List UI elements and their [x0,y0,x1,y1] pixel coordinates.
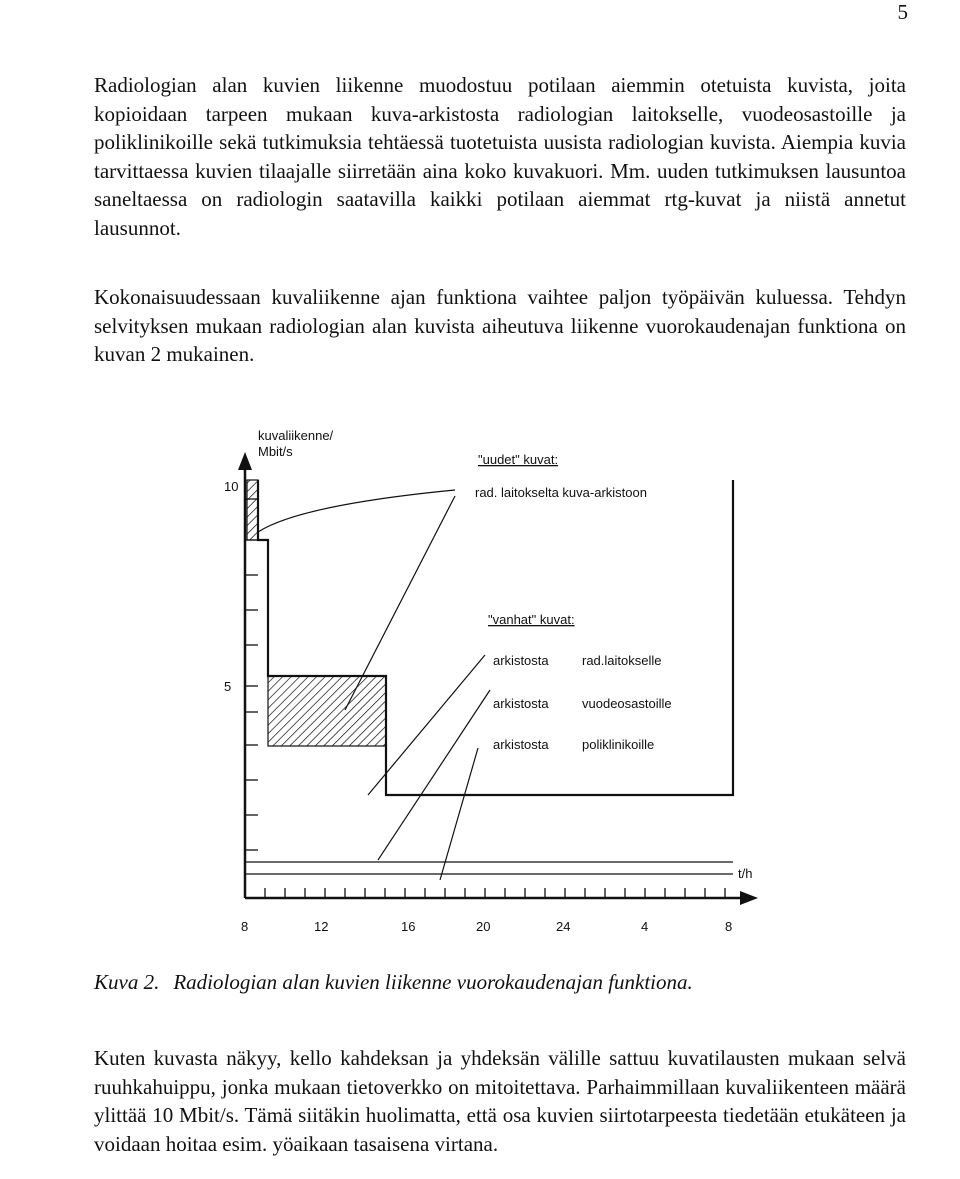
y-tick-label: 10 [224,479,239,494]
y-axis-label-line1: kuvaliikenne/ [258,428,334,443]
legend-old-to: vuodeosastoille [582,696,672,711]
traffic-step-line [258,480,733,795]
legend-old-from: arkistosta [493,696,549,711]
x-axis-label: t/h [738,866,753,881]
y-axis-arrow-icon [238,452,252,470]
y-axis-label-line2: Mbit/s [258,444,293,459]
paragraph-3: Kuten kuvasta näkyy, kello kahdeksan ja yhdeksän välille sattuu kuvatilausten mukaan selvä ruuhkahuippu, jonka mukaan tietoverkko on mitoitettava. Parhaimmillaan kuvaliikenteen määrä ylittää 10 Mbit/s. Tämä siitäkin huolimatta, että osa kuvien siirtotarpeesta tiedetään etukäteen ja voidaan hoitaa esim. yöaikaan tasaisena virtana. [94,1046,906,1156]
legend-old-title: "vanhat" kuvat: [488,612,575,627]
new-images-hatched-area [247,480,258,540]
x-axis-arrow-icon [740,891,758,905]
x-minor-ticks [265,888,725,898]
page-number: 5 [897,0,908,24]
paragraph-1: Radiologian alan kuvien liikenne muodostuu potilaan aiemmin otetuista kuvista, joita kopioidaan tarpeen mukaan kuva-arkistosta radiologian laitokselle, vuodeosastoille ja poliklinikoille sekä tutkimuksia tehtäessä tuotetuista uusista radiologian kuvista. Aiempia kuvia tarvittaessa kuvien tilaajalle siirretään aina koko kuvakuori. Mm. uuden tutkimuksen lausuntoa saneltaessa on radiologin saatavilla kaikki potilaan aiemmat rtg-kuvat ja niistä annetut lausunnot. [94,73,906,240]
x-tick-label: 16 [401,919,416,934]
old-images-hatched-area [268,676,386,746]
legend-old-to: rad.laitokselle [582,653,662,668]
legend-old-from: arkistosta [493,653,549,668]
caption-label: Kuva 2. [94,970,160,994]
x-tick-label: 8 [725,919,733,934]
x-tick-label: 8 [241,919,249,934]
x-tick-label: 4 [641,919,649,934]
legend-new-item: rad. laitokselta kuva-arkistoon [475,485,647,500]
y-tick-label: 5 [224,679,232,694]
x-tick-label: 12 [314,919,329,934]
figure-caption [94,970,693,995]
x-tick-label: 20 [476,919,491,934]
leader-lines [258,490,490,880]
x-tick-label: 24 [556,919,571,934]
legend-new-title: "uudet" kuvat: [478,452,559,467]
caption-text: Radiologian alan kuvien liikenne vuorokaudenajan funktiona. [173,970,693,994]
paragraph-2: Kokonaisuudessaan kuvaliikenne ajan funktiona vaihtee paljon työpäivän kuluessa. Tehdyn selvityksen mukaan radiologian alan kuvista aiheutuva liikenne vuorokaudenajan funktiona on kuvan 2 mukainen. [94,285,906,367]
y-minor-ticks [245,499,258,850]
legend-old-from: arkistosta [493,737,549,752]
legend-old-to: poliklinikoille [582,737,655,752]
